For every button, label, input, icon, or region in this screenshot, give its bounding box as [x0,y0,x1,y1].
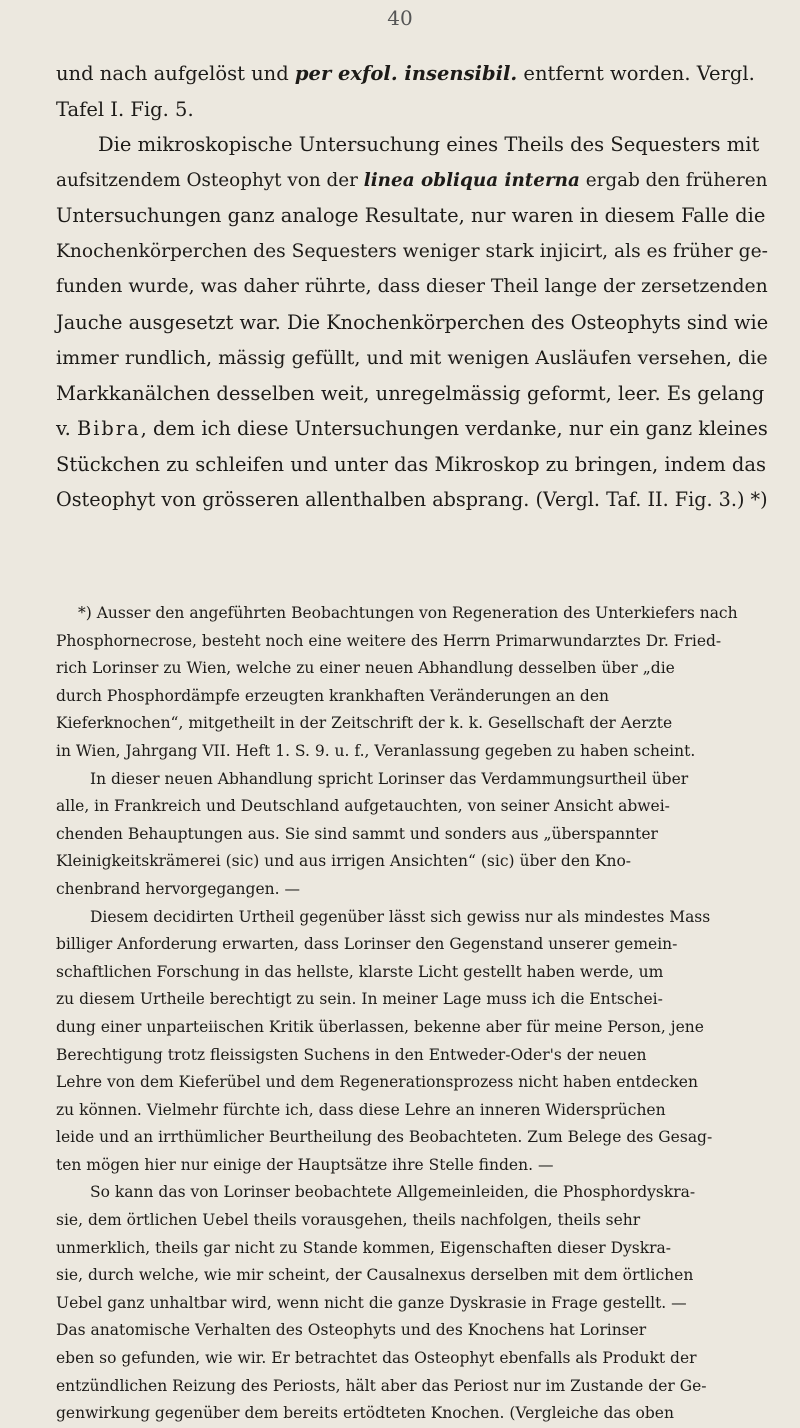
footnote-line: rich Lorinser zu Wien, welche zu einer neuen Abhandlung desselben über „die [56,659,675,678]
footnote-line: Phosphornecrose, besteht noch eine weitere des Herrn Primarwundarztes Dr. Fried- [56,631,722,650]
text-span: aufsitzendem Osteophyt von der [56,169,364,191]
text-line: Osteophyt von grösseren allenthalben absprang. (Vergl. Taf. II. Fig. 3.) *) [56,488,768,511]
footnote-line: unmerklich, theils gar nicht zu Stande kommen, Eigenschaften dieser Dyskra- [56,1238,671,1257]
text-line: Jauche ausgesetzt war. Die Knochenkörperchen des Osteophyts sind wie [56,310,769,334]
footnote-line: Kleinigkeitskrämerei (sic) und aus irrigen Ansichten“ (sic) über den Kno- [56,852,632,871]
footnote-line: Kieferknochen“, mitgetheilt in der Zeitschrift der k. k. Gesellschaft der Aerzte [56,714,673,733]
footnote-line: Lehre von dem Kieferübel und dem Regenerationsprozess nicht haben entdecken [56,1073,698,1092]
footnote-line: eben so gefunden, wie wir. Er betrachtet das Osteophyt ebenfalls als Produkt der [56,1349,697,1368]
text-line: immer rundlich, mässig gefüllt, und mit wenigen Ausläufen versehen, die [56,346,768,369]
footnote-line: sie, durch welche, wie mir scheint, der Causalnexus derselben mit dem örtlichen [56,1266,694,1285]
text-span: und nach aufgelöst und [56,62,295,85]
text-span: v. [56,417,77,440]
text-line: Untersuchungen ganz analoge Resultate, nur waren in diesem Falle die [56,204,766,227]
footnote-line: billiger Anforderung erwarten, dass Lorinser den Gegenstand unserer gemein- [56,935,678,954]
text-line: Markkanälchen desselben weit, unregelmässig geformt, leer. Es gelang [56,381,765,405]
text-line [56,411,768,447]
footnote-line: dung einer unparteiischen Kritik überlassen, bekenne aber für meine Person, jene [56,1017,704,1036]
text-line [56,56,768,92]
text-line: Tafel I. Fig. 5. [56,97,194,121]
footnote-line: Berechtigung trotz fleissigsten Suchens in den Entweder-Oder's der neuen [56,1045,647,1064]
footnote-line: zu können. Vielmehr fürchte ich, dass diese Lehre an inneren Widersprüchen [56,1100,666,1119]
italic-span: per exfol. insensibil. [294,62,518,85]
footnote-line: chenbrand hervorgegangen. — [56,879,300,898]
footnote-line: Diesem decidirten Urtheil gegenüber lässt sich gewiss nur als mindestes Mass [90,907,711,926]
footnote-line: entzündlichen Reizung des Periosts, hält aber das Periost nur im Zustande der Ge- [56,1376,707,1395]
footnote-line: chenden Behauptungen aus. Sie sind sammt und sonders aus „überspannter [56,824,658,843]
text-line: Knochenkörperchen des Sequesters weniger stark injicirt, als es früher ge- [56,240,768,262]
text-line [56,163,768,199]
text-span: ergab den früheren [579,169,768,191]
footnote-line: Das anatomische Verhalten des Osteophyts und des Knochens hat Lorinser [56,1321,647,1340]
italic-span: linea obliqua interna [363,169,580,191]
footnote-line: alle, in Frankreich und Deutschland aufgetauchten, von seiner Ansicht abwei- [56,797,670,816]
footnote-line: Uebel ganz unhaltbar wird, wenn nicht die ganze Dyskrasie in Frage gestellt. — [56,1293,687,1312]
footnote-line: zu diesem Urtheile berechtigt zu sein. In meiner Lage muss ich die Entschei- [56,990,663,1009]
footnote-line: So kann das von Lorinser beobachtete Allgemeinleiden, die Phosphordyskra- [90,1183,696,1202]
text-line: Stückchen zu schleifen und unter das Mikroskop zu bringen, indem das [56,452,766,476]
footnote-line: in Wien, Jahrgang VII. Heft 1. S. 9. u. f., Veranlassung gegeben zu haben scheint. [56,741,696,760]
footnote-line: In dieser neuen Abhandlung spricht Lorinser das Verdammungsurtheil über [90,769,689,788]
footnote-block [56,600,768,1428]
text-line: funden wurde, was daher rührte, dass dieser Theil lange der zersetzenden [56,276,768,297]
main-text-block [56,56,768,518]
page-number: 40 [387,6,413,30]
spaced-span: Bibra [76,417,141,440]
text-line: Die mikroskopische Untersuchung eines Theils des Sequesters mit [98,133,760,156]
text-span: entfernt worden. Vergl. [517,62,755,85]
footnote-line: *) Ausser den angeführten Beobachtungen von Regeneration des Unterkiefers nach [78,604,738,622]
footnote-line: durch Phosphordämpfe erzeugten krankhaften Veränderungen an den [56,686,609,705]
footnote-line: sie, dem örtlichen Uebel theils vorausgehen, theils nachfolgen, theils sehr [56,1211,641,1230]
footnote-line: genwirkung gegenüber dem bereits ertödteten Knochen. (Vergleiche das oben [56,1404,674,1423]
footnote-line: schaftlichen Forschung in das hellste, klarste Licht gestellt haben werde, um [56,962,664,981]
footnote-line: leide und an irrthümlicher Beurtheilung des Beobachteten. Zum Belege des Gesag- [56,1128,713,1147]
text-span: , dem ich diese Untersuchungen verdanke, nur ein ganz kleines [140,417,768,440]
footnote-line: ten mögen hier nur einige der Hauptsätze ihre Stelle finden. — [56,1155,554,1174]
